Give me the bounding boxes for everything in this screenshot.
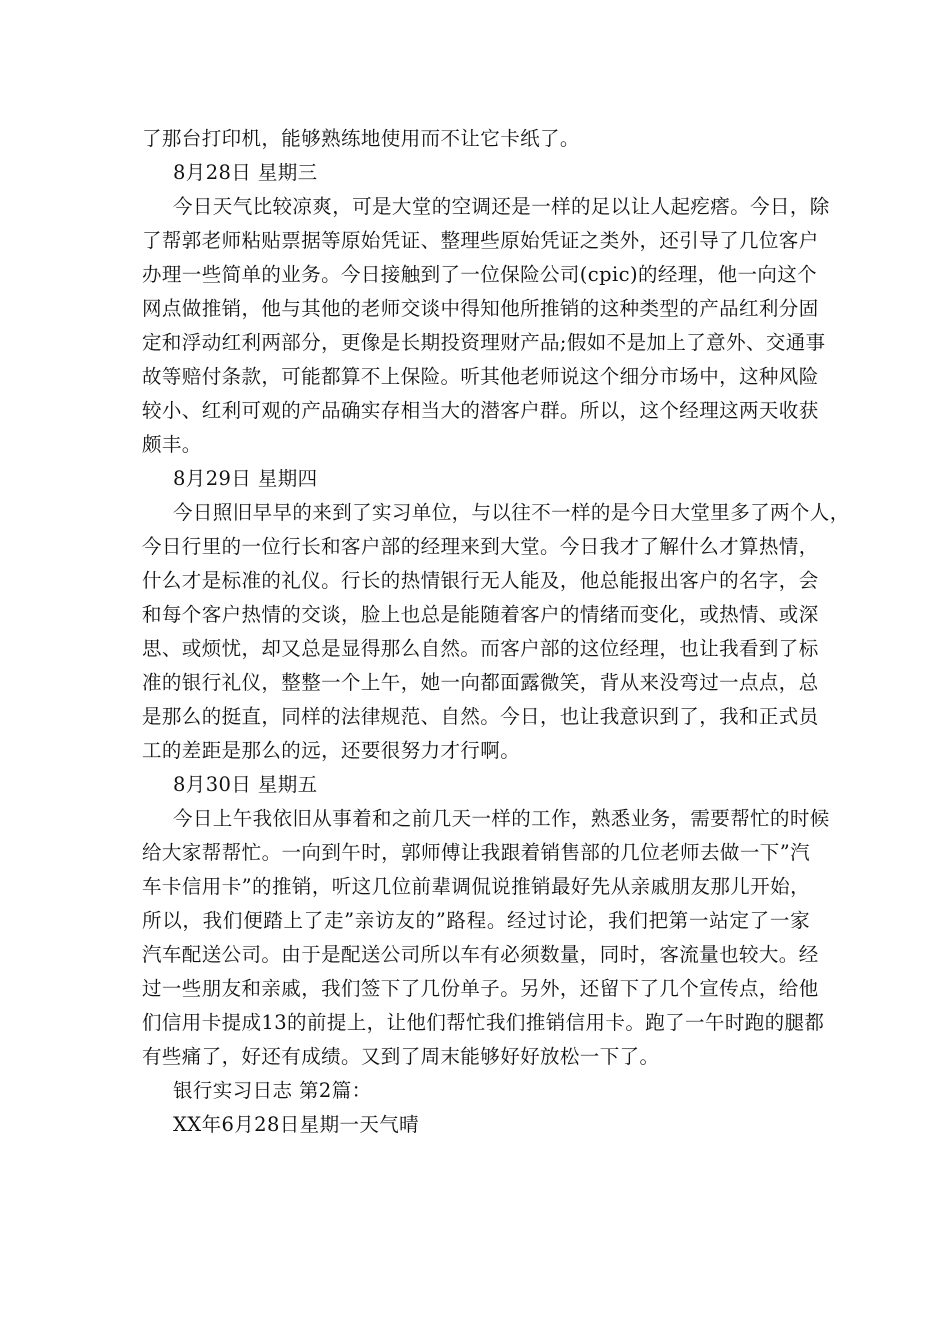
paragraph-line: 了帮郭老师粘贴票据等原始凭证、整理些原始凭证之类外，还引导了几位客户 bbox=[142, 229, 819, 252]
paragraph-line: 定和浮动红利两部分，更像是长期投资理财产品;假如不是加上了意外、交通事 bbox=[142, 331, 826, 354]
paragraph-line: 给大家帮帮忙。一向到午时，郭师傅让我跟着销售部的几位老师去做一下”汽 bbox=[142, 841, 810, 864]
paragraph-line: 有些痛了，好还有成绩。又到了周末能够好好放松一下了。 bbox=[142, 1045, 660, 1068]
paragraph-line: 是那么的挺直，同样的法律规范、自然。今日，也让我意识到了，我和正式员 bbox=[142, 705, 819, 728]
paragraph-line: 颇丰。 bbox=[142, 433, 202, 456]
paragraph-line: 工的差距是那么的远，还要很努力才行啊。 bbox=[142, 739, 521, 762]
paragraph-line: 所以，我们便踏上了走”亲访友的”路程。经过讨论，我们把第一站定了一家 bbox=[142, 909, 810, 932]
paragraph-line: 办理一些简单的业务。今日接触到了一位保险公司(cpic)的经理，他一向这个 bbox=[142, 263, 818, 286]
date-heading: 8月29日 星期四 bbox=[173, 467, 318, 490]
paragraph-line: 较小、红利可观的产品确实存相当大的潜客户群。所以，这个经理这两天收获 bbox=[142, 399, 819, 422]
paragraph-line: 故等赔付条款，可能都算不上保险。听其他老师说这个细分市场中，这种风险 bbox=[142, 365, 819, 388]
section-heading: 银行实习日志 第2篇： bbox=[173, 1079, 372, 1102]
paragraph-line: 思、或烦忧，却又总是显得那么自然。而客户部的这位经理，也让我看到了标 bbox=[142, 637, 819, 660]
paragraph-line: 今日上午我依旧从事着和之前几天一样的工作，熟悉业务，需要帮忙的时候 bbox=[173, 807, 830, 830]
paragraph-line: 和每个客户热情的交谈，脸上也总是能随着客户的情绪而变化，或热情、或深 bbox=[142, 603, 819, 626]
paragraph-line: 过一些朋友和亲戚，我们签下了几份单子。另外，还留下了几个宣传点，给他 bbox=[142, 977, 819, 1000]
paragraph-line: 了那台打印机，能够熟练地使用而不让它卡纸了。 bbox=[142, 127, 580, 150]
date-heading: 8月28日 星期三 bbox=[173, 161, 318, 184]
paragraph-line: 们信用卡提成13的前提上，让他们帮忙我们推销信用卡。跑了一午时跑的腿都 bbox=[142, 1011, 825, 1034]
paragraph-line: 准的银行礼仪，整整一个上午，她一向都面露微笑，背从来没弯过一点点，总 bbox=[142, 671, 819, 694]
date-heading: XX年6月28日星期一天气晴 bbox=[173, 1113, 420, 1136]
paragraph-line: 什么才是标准的礼仪。行长的热情银行无人能及，他总能报出客户的名字，会 bbox=[142, 569, 819, 592]
paragraph-line: 车卡信用卡”的推销，听这几位前辈调侃说推销最好先从亲戚朋友那儿开始， bbox=[142, 875, 810, 898]
paragraph-line: 网点做推销，他与其他的老师交谈中得知他所推销的这种类型的产品红利分固 bbox=[142, 297, 819, 320]
date-heading: 8月30日 星期五 bbox=[173, 773, 318, 796]
paragraph-line: 今日照旧早早的来到了实习单位，与以往不一样的是今日大堂里多了两个人， bbox=[173, 501, 850, 524]
paragraph-line: 汽车配送公司。由于是配送公司所以车有必须数量，同时，客流量也较大。经 bbox=[142, 943, 819, 966]
paragraph-line: 今日行里的一位行长和客户部的经理来到大堂。今日我才了解什么才算热情， bbox=[142, 535, 819, 558]
paragraph-line: 今日天气比较凉爽，可是大堂的空调还是一样的足以让人起疙瘩。今日，除 bbox=[173, 195, 830, 218]
